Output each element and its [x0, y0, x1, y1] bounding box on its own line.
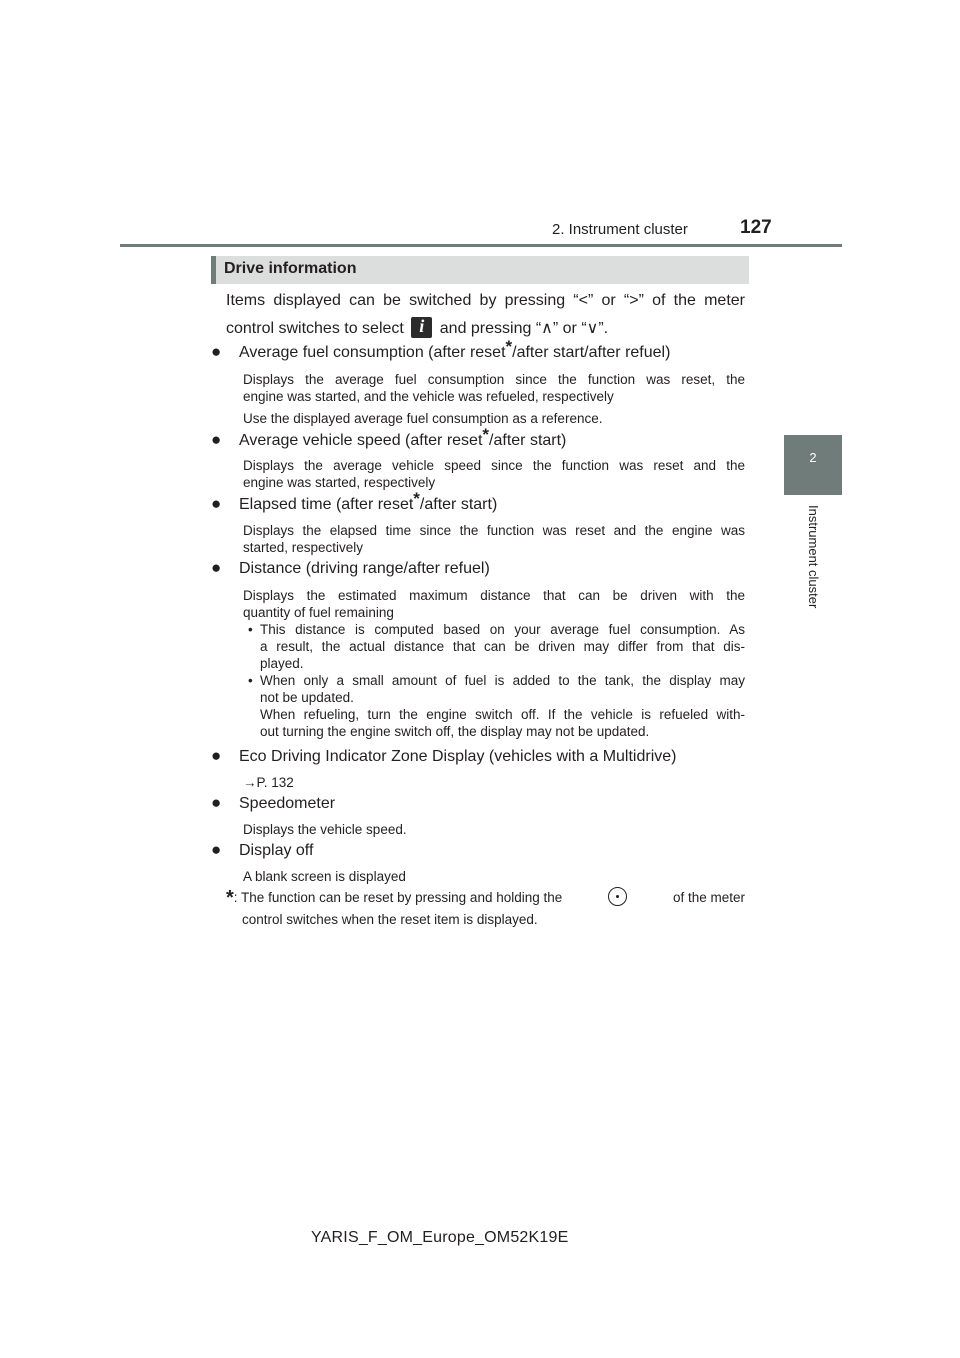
document-footer: YARIS_F_OM_Europe_OM52K19E	[311, 1229, 569, 1246]
item-title: Distance (driving range/after refuel)	[239, 560, 490, 577]
desc-line: Displays the average vehicle speed since the function was reset and the	[243, 458, 745, 473]
bullet-icon: ●	[211, 840, 222, 859]
item-distance	[211, 558, 490, 579]
item-average-fuel-consumption	[211, 337, 671, 363]
sub-line: played.	[260, 656, 304, 671]
item-title: Elapsed time (after reset	[239, 496, 414, 513]
section-heading-title: Drive information	[224, 260, 357, 277]
item-speedometer	[211, 793, 335, 814]
footnote-text: : The function can be reset by pressing and holding the	[233, 890, 563, 905]
item-description	[243, 457, 745, 491]
desc-line: engine was started, respectively	[243, 475, 436, 490]
item-description	[243, 371, 745, 405]
item-eco-driving-indicator	[211, 746, 677, 767]
desc-line: started, respectively	[243, 540, 364, 555]
item-average-vehicle-speed	[211, 425, 567, 451]
item-description-extra: Use the displayed average fuel consumption as a reference.	[243, 411, 603, 426]
sub-bullet-icon: •	[248, 673, 253, 688]
asterisk-marker: *	[505, 337, 513, 356]
intro-line-1: Items displayed can be switched by pressing “<” or “>” of the meter	[226, 292, 745, 309]
sub-line: When only a small amount of fuel is added to the tank, the display may	[260, 673, 745, 688]
running-header-section: 2. Instrument cluster	[552, 221, 688, 238]
header-rule	[120, 244, 842, 247]
sub-line: not be updated.	[260, 690, 354, 705]
item-title: Eco Driving Indicator Zone Display (vehicles with a Multidrive)	[239, 748, 677, 765]
page-number: 127	[740, 217, 772, 238]
item-title: Average vehicle speed (after reset	[239, 432, 483, 449]
item-description: Displays the vehicle speed.	[243, 822, 407, 837]
intro-line-2-before: control switches to select	[226, 320, 404, 337]
sub-bullet-icon: •	[248, 622, 253, 637]
section-heading-accent	[211, 256, 216, 284]
sub-line: When refueling, turn the engine switch off. If the vehicle is refueled with-	[260, 707, 745, 722]
bullet-icon: ●	[211, 342, 222, 361]
desc-line: quantity of fuel remaining	[243, 605, 394, 620]
bullet-icon: ●	[211, 430, 222, 449]
item-title: Display off	[239, 842, 314, 859]
desc-line: Displays the estimated maximum distance that can be driven with the	[243, 588, 745, 603]
footnote-line-1	[226, 887, 745, 909]
asterisk-marker: *	[413, 489, 420, 508]
sub-item	[243, 672, 745, 740]
bullet-icon: ●	[211, 558, 222, 577]
item-description	[243, 522, 745, 556]
intro-line-2	[226, 317, 608, 339]
footnote-marker: *	[226, 887, 234, 909]
item-description	[243, 587, 745, 740]
item-title: Average fuel consumption (after reset	[239, 344, 506, 361]
center-dot-button-icon	[608, 887, 627, 906]
item-title-rest: /after start/after refuel)	[512, 344, 671, 361]
item-elapsed-time	[211, 489, 498, 515]
intro-line-2-after: and pressing “∧” or “∨”.	[439, 320, 609, 337]
bullet-icon: ●	[211, 494, 222, 513]
sub-line: out turning the engine switch off, the display may not be updated.	[260, 724, 650, 739]
item-display-off	[211, 840, 313, 861]
item-title-rest: /after start)	[489, 432, 567, 449]
footnote-text-end: of the meter	[672, 890, 745, 905]
sub-item	[243, 621, 745, 672]
desc-line: Displays the elapsed time since the function was reset and the engine was	[243, 523, 745, 538]
chapter-number: 2	[809, 450, 817, 465]
item-title-rest: /after start)	[419, 496, 498, 513]
page-reference[interactable]: →P. 132	[243, 775, 294, 790]
info-i-icon	[411, 317, 432, 338]
sub-line: This distance is computed based on your average fuel consumption. As	[260, 622, 745, 637]
section-heading-bar	[211, 256, 749, 284]
item-description: A blank screen is displayed	[243, 869, 406, 884]
footnote-line-2: control switches when the reset item is displayed.	[242, 912, 538, 927]
footnote	[226, 887, 745, 931]
desc-line: engine was started, and the vehicle was refueled, respectively	[243, 389, 614, 404]
desc-line: Displays the average fuel consumption since the function was reset, the	[243, 372, 745, 387]
sub-line: a result, the actual distance that can be driven may differ from that dis-	[260, 639, 745, 654]
bullet-icon: ●	[211, 746, 222, 765]
asterisk-marker: *	[482, 425, 490, 444]
chapter-label-container	[806, 505, 822, 619]
bullet-icon: ●	[211, 793, 222, 812]
item-title: Speedometer	[239, 795, 336, 812]
chapter-tab	[784, 435, 842, 495]
chapter-label: Instrument cluster	[806, 505, 821, 609]
